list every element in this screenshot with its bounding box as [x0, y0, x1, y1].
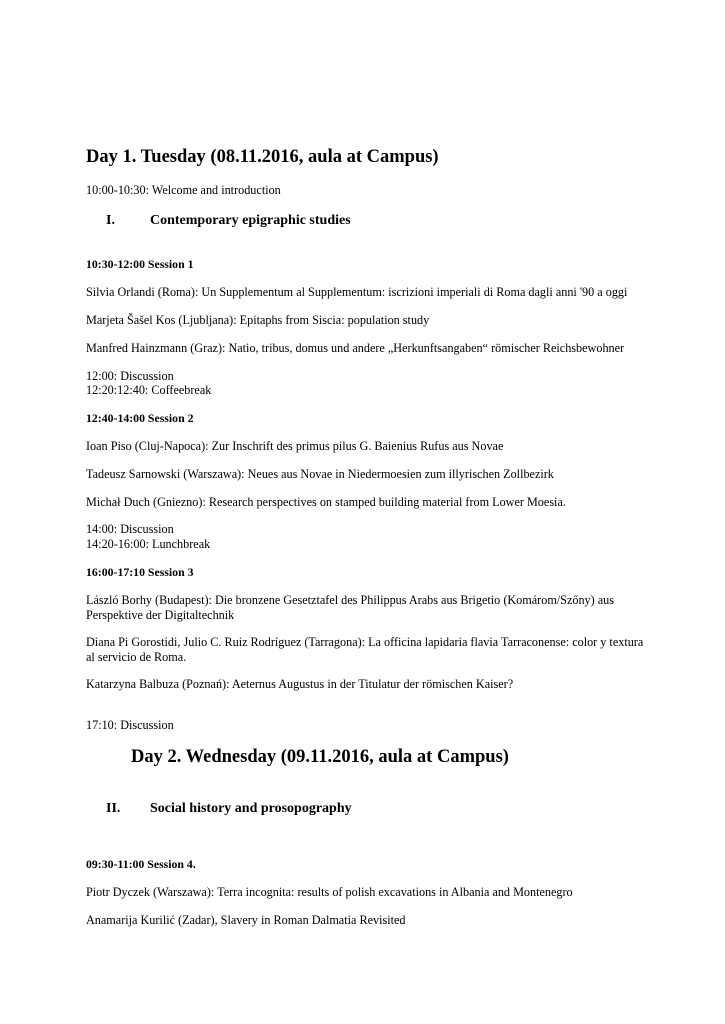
talk-balbuza: Katarzyna Balbuza (Poznań): Aeternus Augustus in der Titulatur der römischen Kaiser? [86, 677, 514, 691]
section-1-numeral: I. [106, 213, 115, 228]
session-2-discussion: 14:00: Discussion [86, 522, 174, 536]
session-3-heading: 16:00-17:10 Session 3 [86, 565, 194, 579]
section-1-heading [86, 212, 351, 229]
section-2-title: Social history and prosopography [150, 801, 352, 816]
section-1-title: Contemporary epigraphic studies [150, 213, 351, 228]
talk-sarnowski: Tadeusz Sarnowski (Warszawa): Neues aus Novae in Niedermoesien zum illyrischen Zollbezirk [86, 467, 554, 481]
talk-pi-gorostidi: Diana Pi Gorostidi, Julio C. Ruiz Rodríguez (Tarragona): La officina lapidaria flavia Tarraconense: color y textura al servicio de Roma. [86, 635, 644, 664]
section-2-numeral: II. [106, 801, 121, 816]
day1-title: Day 1. Tuesday (08.11.2016, aula at Campus) [86, 147, 439, 167]
session-1-coffeebreak: 12:20:12:40: Coffeebreak [86, 383, 212, 397]
talk-kurilic: Anamarija Kurilić (Zadar), Slavery in Roman Dalmatia Revisited [86, 913, 406, 927]
session-1-discussion: 12:00: Discussion [86, 369, 174, 383]
session-3-discussion: 17:10: Discussion [86, 718, 174, 732]
session-4-heading: 09:30-11:00 Session 4. [86, 857, 196, 871]
day2-title: Day 2. Wednesday (09.11.2016, aula at Campus) [131, 747, 509, 767]
welcome-line: 10:00-10:30: Welcome and introduction [86, 183, 281, 197]
talk-borhy: László Borhy (Budapest): Die bronzene Gesetztafel des Philippus Arabs aus Brigetio (Komárom/Szőny) aus Perspektive der Digitaltechnik [86, 593, 615, 622]
talk-piso: Ioan Piso (Cluj-Napoca): Zur Inschrift des primus pilus G. Baienius Rufus aus Novae [86, 439, 504, 453]
talk-orlandi: Silvia Orlandi (Roma): Un Supplementum al Supplementum: iscrizioni imperiali di Roma dagli anni '90 a oggi [86, 285, 628, 299]
talk-dyczek: Piotr Dyczek (Warszawa): Terra incognita: results of polish excavations in Albania and Montenegro [86, 885, 573, 899]
section-2-heading [86, 800, 352, 817]
session-1-heading: 10:30-12:00 Session 1 [86, 257, 194, 271]
session-2-lunchbreak: 14:20-16:00: Lunchbreak [86, 537, 211, 551]
talk-sasel-kos: Marjeta Šašel Kos (Ljubljana): Epitaphs from Siscia: population study [86, 313, 430, 327]
session-2-heading: 12:40-14:00 Session 2 [86, 411, 194, 425]
talk-hainzmann: Manfred Hainzmann (Graz): Natio, tribus, domus und andere „Herkunftsangaben“ römischer Reichsbewohner [86, 341, 625, 355]
talk-duch: Michał Duch (Gniezno): Research perspectives on stamped building material from Lower Moesia. [86, 495, 566, 509]
